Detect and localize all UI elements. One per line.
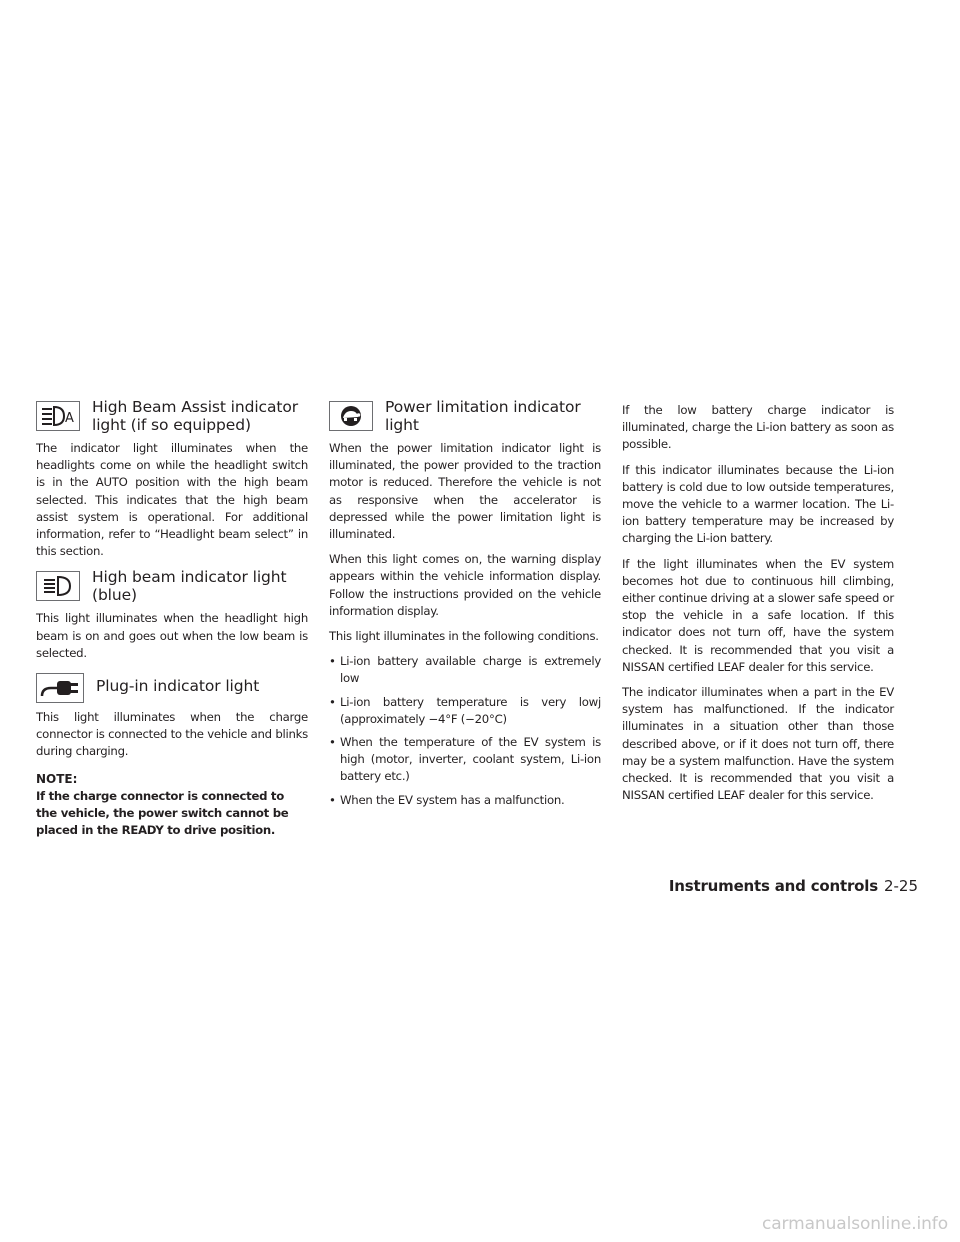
- col3-para-3: If the light illuminates when the EV system becomes hot due to continuous hill climbing, either continue driving at a slower safe speed or stop the vehicle in a safe location. If this indicator does not turn off, have the system checked. It is recommended that you visit a NISSAN certified LEAF dealer for this service.: [622, 556, 894, 674]
- right-column: [622, 402, 894, 812]
- section-title: Instruments and controls: [668, 877, 878, 895]
- list-item: • When the EV system has a malfunction.: [329, 792, 601, 809]
- high-beam-title: High beam indicator light (blue): [92, 568, 287, 605]
- power-para-3: This light illuminates in the following conditions.: [329, 629, 599, 644]
- note-text: If the charge connector is connected to the vehicle, the power switch cannot be placed in the READY to drive position.: [36, 788, 289, 838]
- svg-text:A: A: [65, 411, 74, 426]
- high-beam-icon: [36, 571, 80, 601]
- plugin-title: Plug-in indicator light: [96, 677, 260, 696]
- plugin-heading: [36, 670, 308, 703]
- bullet-mark: •: [329, 654, 336, 669]
- page-footer: [669, 877, 918, 895]
- bullet-mark: •: [329, 694, 336, 709]
- power-limitation-title: Power limitation indicator light: [385, 398, 581, 434]
- hba-title: High Beam Assist indicator light (if so equipped): [92, 398, 299, 434]
- list-item: • When the temperature of the EV system is high (motor, inverter, coolant system, Li-ion battery etc.): [329, 735, 601, 784]
- plug-connector-icon: [36, 673, 84, 703]
- list-item: • Li-ion battery temperature is very lowj (approximately −4°F (−20°C): [329, 694, 601, 726]
- col3-para-2: If this indicator illuminates because the Li-ion battery is cold due to low outside temperatures, move the vehicle to a warmer location. The Li-ion battery temperature may be increased by charging the Li-ion battery.: [622, 462, 894, 546]
- power-para-1: When the power limitation indicator light is illuminated, the power provided to the traction motor is reduced. Therefore the vehicle is not as responsive when the accelerator is depressed while the power limitation light is illuminated.: [329, 441, 601, 542]
- high-beam-heading: [36, 568, 308, 604]
- page-number: 2-25: [883, 877, 918, 895]
- high-beam-assist-icon: [36, 401, 80, 431]
- list-item: • Li-ion battery available charge is extremely low: [329, 654, 601, 686]
- plugin-body: This light illuminates when the charge connector is connected to the vehicle and blinks during charging.: [36, 710, 308, 759]
- bullet-mark: •: [329, 792, 336, 807]
- left-column: [36, 398, 308, 839]
- high-beam-body: This light illuminates when the headlight high beam is on and goes out when the low beam is selected.: [36, 611, 308, 660]
- bullet-mark: •: [329, 735, 336, 750]
- col3-para-4: The indicator illuminates when a part in the EV system has malfunctioned. If the indicator illuminates in a situation other than those described above, or if it does not turn off, there may be a system malfunction. Have the system checked. It is recommended that you visit a NISSAN certified LEAF dealer for this service.: [622, 685, 894, 803]
- col3-para-1: If the low battery charge indicator is illuminated, charge the Li-ion battery as soon as possible.: [622, 403, 894, 452]
- note-label: NOTE:: [36, 771, 78, 786]
- power-para-2: When this light comes on, the warning display appears within the vehicle information display. Follow the instructions provided on the vehicle information display.: [329, 552, 601, 618]
- watermark: carmanualsonline.info: [761, 1214, 948, 1234]
- turtle-icon: [329, 401, 373, 431]
- hba-body: The indicator light illuminates when the headlights come on while the headlight switch is in the AUTO position with the high beam selected. This indicates that the high beam assist system is operational. For additional information, refer to “Headlight beam select” in this section.: [36, 441, 308, 559]
- hba-heading: [36, 398, 308, 434]
- middle-column: [329, 398, 601, 815]
- power-limitation-heading: [329, 398, 601, 434]
- conditions-list: [329, 653, 601, 809]
